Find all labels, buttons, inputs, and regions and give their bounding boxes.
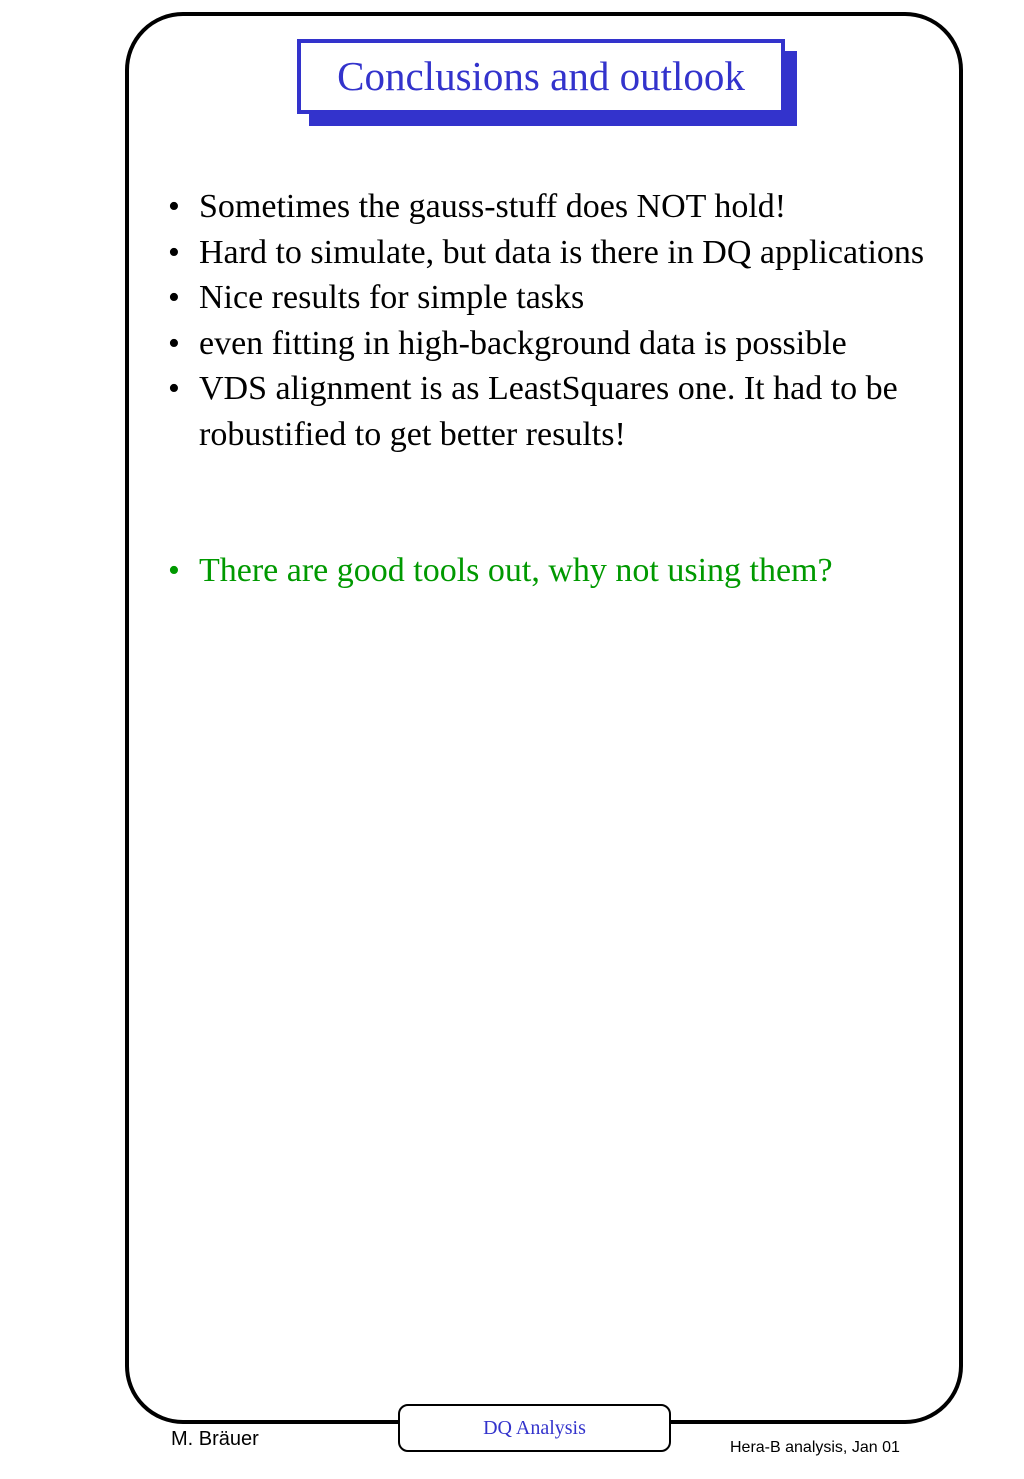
bullet-item [168,275,928,321]
footer-center-label: DQ Analysis [483,1416,586,1439]
bullet-marker: • [168,279,180,316]
bullet-text: even fitting in high-background data is possible [199,324,847,362]
bullet-marker: • [168,370,180,407]
highlight-bullet-text: There are good tools out, why not using them? [199,552,833,589]
bullet-marker: • [168,188,180,225]
bullet-marker: • [168,552,180,589]
bullet-marker: • [168,233,180,271]
bullet-item [168,184,928,230]
bullet-item [168,366,928,457]
bullet-text: Sometimes the gauss-stuff does NOT hold! [199,188,787,225]
slide-title: Conclusions and outlook [337,53,745,99]
bullet-item [168,230,928,276]
bullet-item [168,321,928,367]
bullet-marker: • [168,324,180,362]
footer-author: M. Bräuer [171,1428,259,1450]
bullet-list [168,184,928,594]
bullet-text: Nice results for simple tasks [199,279,585,316]
footer-date: Hera-B analysis, Jan 01 [730,1439,900,1456]
title-box [297,39,785,114]
footer-center-box [398,1404,671,1452]
bullet-text: VDS alignment is as LeastSquares one. It had to be robustified to get better results! [199,370,898,453]
highlight-bullet-item [168,548,928,594]
bullet-text: Hard to simulate, but data is there in DQ applications [199,233,925,271]
